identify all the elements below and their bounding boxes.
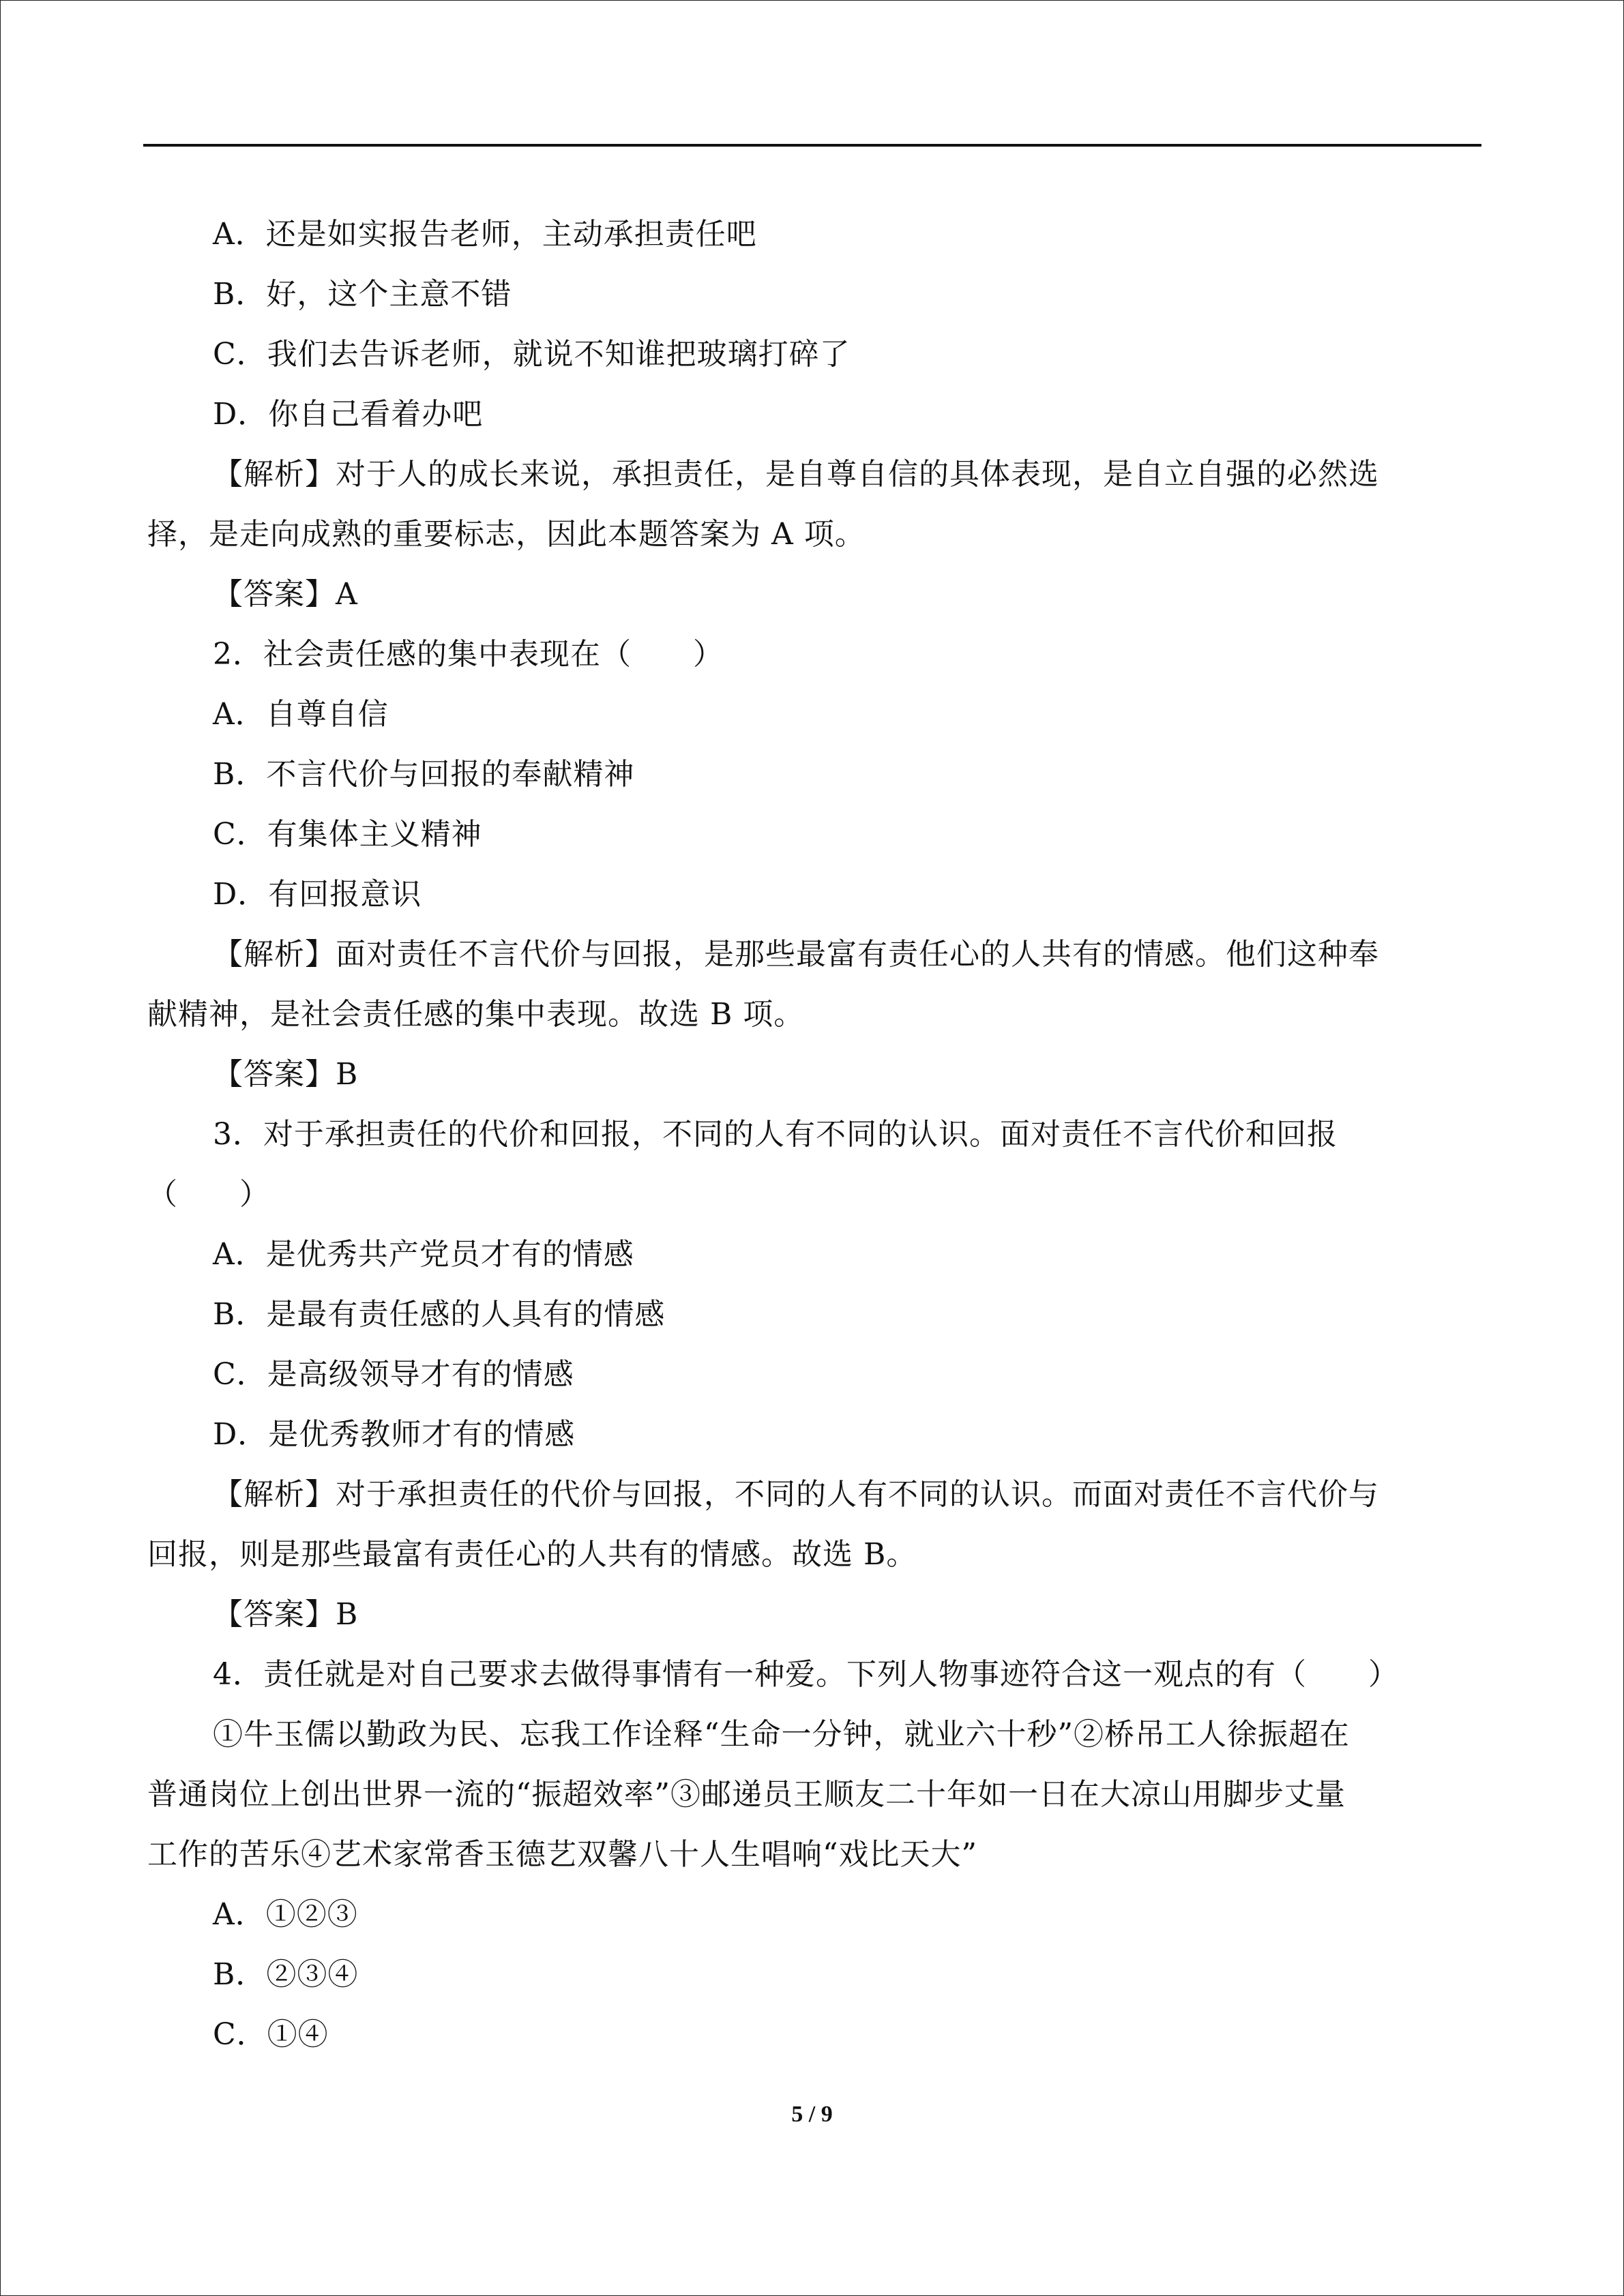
q4-option-c: C．①④ [213, 2017, 329, 2052]
q4-material-line-2: 普通岗位上创出世界一流的“振超效率”③邮递员王顺友二十年如一日在大凉山用脚步丈量 [147, 1777, 1346, 1812]
q2-stem: 2．社会责任感的集中表现在（ ） [213, 637, 724, 672]
q1-answer: 【答案】A [213, 577, 358, 612]
q4-option-b: B．②③④ [213, 1957, 359, 1992]
q3-option-c: C．是高级领导才有的情感 [213, 1357, 574, 1392]
page-number: 5 / 9 [791, 2102, 833, 2127]
q1-analysis-line-1: 【解析】对于人的成长来说，承担责任，是自尊自信的具体表现，是自立自强的必然选 [213, 457, 1379, 492]
q4-material-line-1: ①牛玉儒以勤政为民、忘我工作诠释“生命一分钟，就业六十秒”②桥吊工人徐振超在 [213, 1717, 1350, 1752]
q3-analysis-line-1: 【解析】对于承担责任的代价与回报，不同的人有不同的认识。而面对责任不言代价与 [213, 1477, 1379, 1512]
q2-option-d: D．有回报意识 [213, 877, 422, 912]
document-body [147, 205, 1457, 2065]
q3-option-a: A．是优秀共产党员才有的情感 [213, 1237, 634, 1272]
q3-option-d: D．是优秀教师才有的情感 [213, 1417, 576, 1452]
q3-stem-line-2: （ ） [147, 1177, 270, 1212]
q1-option-a: A．还是如实报告老师，主动承担责任吧 [213, 217, 757, 252]
q2-option-c: C．有集体主义精神 [213, 817, 482, 852]
q4-stem: 4．责任就是对自己要求去做得事情有一种爱。下列人物事迹符合这一观点的有（ ） [213, 1657, 1399, 1692]
q3-option-b: B．是最有责任感的人具有的情感 [213, 1297, 666, 1332]
q2-analysis-line-2: 献精神，是社会责任感的集中表现。故选 B 项。 [147, 997, 805, 1032]
q1-option-b: B．好，这个主意不错 [213, 277, 512, 312]
q3-answer: 【答案】B [213, 1597, 359, 1632]
q1-analysis-line-2: 择，是走向成熟的重要标志，因此本题答案为 A 项。 [147, 517, 866, 552]
q2-option-b: B．不言代价与回报的奉献精神 [213, 757, 635, 792]
q4-option-a: A．①②③ [213, 1897, 358, 1932]
header-rule [143, 144, 1481, 147]
q3-stem-line-1: 3．对于承担责任的代价和回报，不同的人有不同的认识。面对责任不言代价和回报 [213, 1117, 1338, 1152]
q2-option-a: A．自尊自信 [213, 697, 389, 732]
q2-analysis-line-1: 【解析】面对责任不言代价与回报，是那些最富有责任心的人共有的情感。他们这种奉 [213, 937, 1379, 972]
q1-option-c: C．我们去告诉老师，就说不知谁把玻璃打碎了 [213, 337, 851, 372]
q4-material-line-3: 工作的苦乐④艺术家常香玉德艺双馨八十人生唱响“戏比天大” [147, 1837, 977, 1872]
q2-answer: 【答案】B [213, 1057, 359, 1092]
q1-option-d: D．你自己看着办吧 [213, 397, 484, 432]
q3-analysis-line-2: 回报，则是那些最富有责任心的人共有的情感。故选 B。 [147, 1537, 917, 1572]
